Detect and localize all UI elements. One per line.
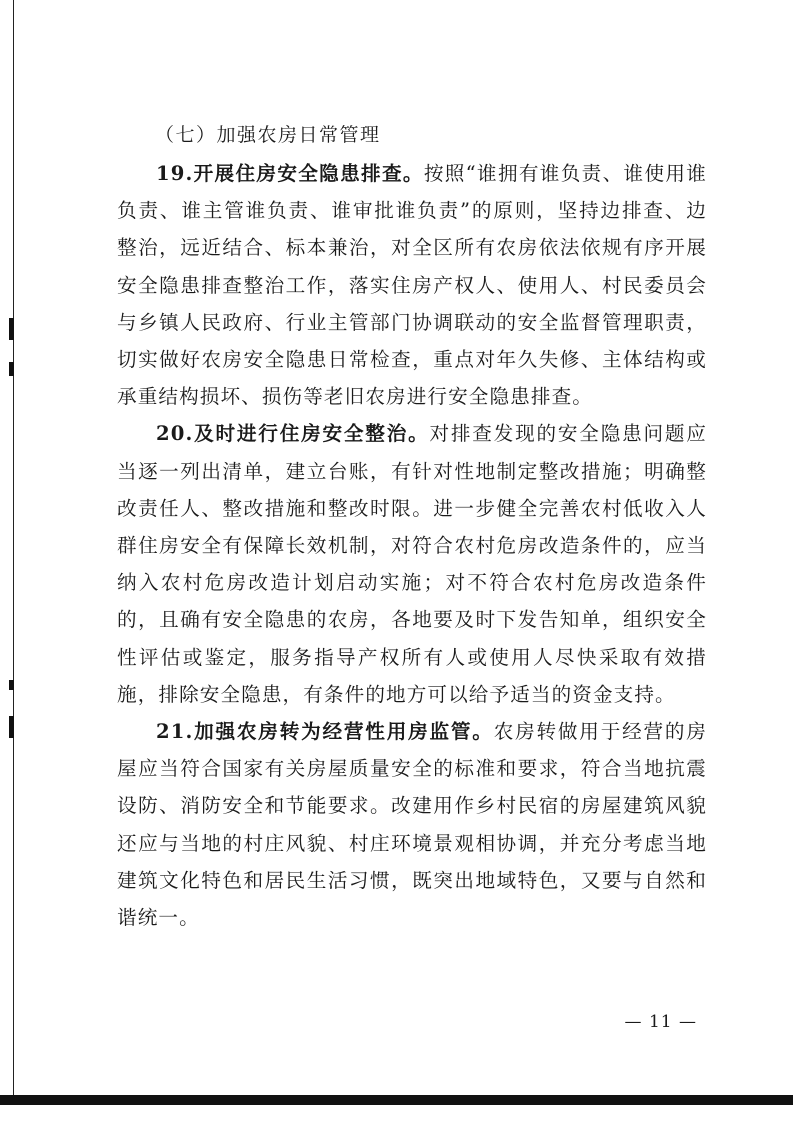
binding-mark [9, 362, 14, 376]
binding-mark [9, 716, 14, 738]
paragraph-body: 按照“谁拥有谁负责、谁使用谁负责、谁主管谁负责、谁审批谁负责”的原则，坚持边排查、边整治，远近结合、标本兼治，对全区所有农房依法依规有序开展安全隐患排查整治工作，落实住房产权人、使用人、村民委员会与乡镇人民政府、行业主管部门协调联动的安全监督管理职责，切实做好农房安全隐患日常检查，重点对年久失修、主体结构或承重结构损坏、损伤等老旧农房进行安全隐患排查。 [117, 162, 707, 409]
document-body [117, 118, 707, 936]
binding-mark [9, 680, 14, 690]
paragraph-lead: 19.开展住房安全隐患排查。 [156, 162, 424, 185]
binding-mark [9, 318, 14, 340]
paragraph-body: 对排查发现的安全隐患问题应当逐一列出清单，建立台账，有针对性地制定整改措施；明确整改责任人、整改措施和整改时限。进一步健全完善农村低收入人群住房安全有保障长效机制，对符合农村危房改造条件的，应当纳入农村危房改造计划启动实施；对不符合农村危房改造条件的，且确有安全隐患的农房，各地要及时下发告知单，组织安全性评估或鉴定，服务指导产权所有人或使用人尽快采取有效措施，排除安全隐患，有条件的地方可以给予适当的资金支持。 [117, 422, 707, 706]
page-number: — 11 — [624, 1012, 697, 1032]
scan-bottom-border [0, 1095, 793, 1105]
paragraph-21 [117, 713, 707, 936]
paragraph-lead: 21.加强农房转为经营性用房监管。 [156, 720, 494, 744]
paragraph-19 [117, 155, 707, 415]
paragraph-body: 农房转做用于经营的房屋应当符合国家有关房屋质量安全的标准和要求，符合当地抗震设防、消防安全和节能要求。改建用作乡村民宿的房屋建筑风貌还应与当地的村庄风貌、村庄环境景观相协调，并充分考虑当地建筑文化特色和居民生活习惯，既突出地域特色，又要与自然和谐统一。 [117, 720, 707, 930]
section-heading: （七）加强农房日常管理 [155, 124, 381, 146]
binding-edge-line [13, 0, 14, 1095]
paragraph-lead: 20.及时进行住房安全整治。 [156, 422, 430, 446]
paragraph-20 [117, 415, 707, 713]
